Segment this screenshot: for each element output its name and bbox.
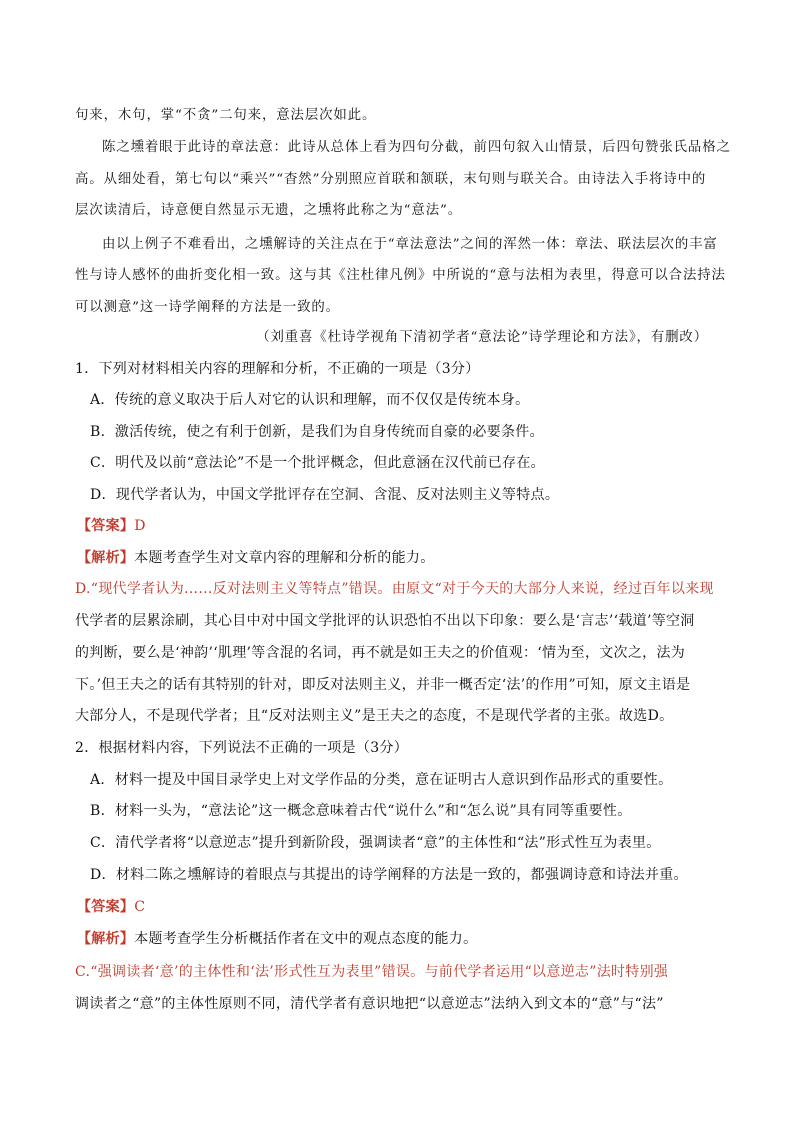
explanation-text: 下。’但王夫之的话有其特别的针对，即反对法则主义，并非一概否定‘法’的作用”可知，原文主语是 [75, 677, 691, 693]
option-c: C．清代学者将“以意逆志”提升到新阶段，强调读者“意”的主体性和“法”形式性互为表里。 [90, 835, 661, 851]
analysis-line [77, 547, 435, 567]
passage-text: 层次读清后，诗意便自然显示无遗，之壎将此称之为“意法”。 [75, 203, 463, 218]
option-b: B．激活传统，使之有利于创新，是我们为自身传统而自豪的必要条件。 [90, 424, 544, 440]
passage-text: 由以上例子不难看出，之壎解诗的关注点在于“章法意法”之间的浑然一体：章法、联法层次的丰富 [102, 237, 718, 252]
analysis-tag: 【解析】 [77, 550, 135, 566]
explanation-text: 调读者之“意”的主体性原则不同，清代学者有意识地把“以意逆志”法纳入到文本的“意”与“法” [75, 996, 664, 1012]
analysis-text: 本题考查学生对文章内容的理解和分析的能力。 [134, 550, 435, 566]
explanation-text: 的判断，要么是‘神韵’‘肌理’等含混的名词，再不就是如王夫之的价值观：‘情为至，文次之，法为 [75, 645, 686, 661]
explanation-text: C.“强调读者‘意’的主体性和‘法’形式性互为表里”错误。与前代学者运用“以意逆志”法时特别强 [75, 964, 669, 980]
analysis-line [77, 928, 477, 948]
answer-tag: 【答案】 [77, 899, 135, 915]
answer-value: C [134, 899, 146, 915]
analysis-text: 本题考查学生分析概括作者在文中的观点态度的能力。 [134, 931, 478, 947]
question-stem: 2．根据材料内容，下列说法不正确的一项是（3分） [75, 740, 409, 756]
answer-value: D [134, 518, 146, 534]
answer-line [77, 896, 145, 916]
option-d: D．现代学者认为，中国文学批评存在空洞、含混、反对法则主义等特点。 [90, 487, 560, 503]
option-d: D．材料二陈之壎解诗的着眼点与其提出的诗学阐释的方法是一致的，都强调诗意和诗法并重。 [90, 867, 688, 883]
answer-tag: 【答案】 [77, 518, 135, 534]
passage-text: 性与诗人感怀的曲折变化相一致。这与其《注杜律凡例》中所说的“意与法相为表里，得意可以合法持法 [75, 268, 726, 283]
answer-line [77, 515, 146, 535]
option-a: A．传统的意义取决于后人对它的认识和理解，而不仅仅是传统本身。 [90, 392, 530, 408]
passage-text: 高。从细处看，第七句以“乘兴”“杳然”分别照应首联和颔联，末句则与联关合。由诗法入手将诗中的 [75, 172, 707, 187]
option-b: B．材料一头为，“意法论”这一概念意味着古代“说什么”和“怎么说”具有同等重要性。 [90, 803, 632, 819]
option-c: C．明代及以前“意法论”不是一个批评概念，但此意涵在汉代前已存在。 [90, 455, 545, 471]
option-a: A．材料一提及中国目录学史上对文学作品的分类，意在证明古人意识到作品形式的重要性。 [90, 772, 673, 788]
explanation-text: 大部分人，不是现代学者；且“反对法则主义”是王夫之的态度，不是现代学者的主张。故选D。 [75, 708, 674, 724]
question-stem: 1．下列对材料相关内容的理解和分析，不正确的一项是（3分） [75, 361, 480, 377]
analysis-tag: 【解析】 [77, 931, 135, 947]
passage-text: 陈之壎着眼于此诗的章法意：此诗从总体上看为四句分截，前四句叙入山情景，后四句赞张氏品格之 [102, 140, 731, 155]
passage-text: 可以测意”这一诗学阐释的方法是一致的。 [75, 300, 340, 315]
source-citation: （刘重喜《杜诗学视角下清初学者“意法论”诗学理论和方法》，有删改） [256, 330, 708, 345]
explanation-text: 代学者的层累涂刷，其心目中对中国文学批评的认识恐怕不出以下印象：要么是‘言志’‘载道’等空洞 [75, 613, 695, 629]
passage-text: 句来，木句，掌“不贪”二句来，意法层次如此。 [75, 108, 377, 123]
explanation-text: D.“现代学者认为……反对法则主义等特点”错误。由原文“对于今天的大部分人来说，经过百年以来现 [75, 581, 714, 597]
